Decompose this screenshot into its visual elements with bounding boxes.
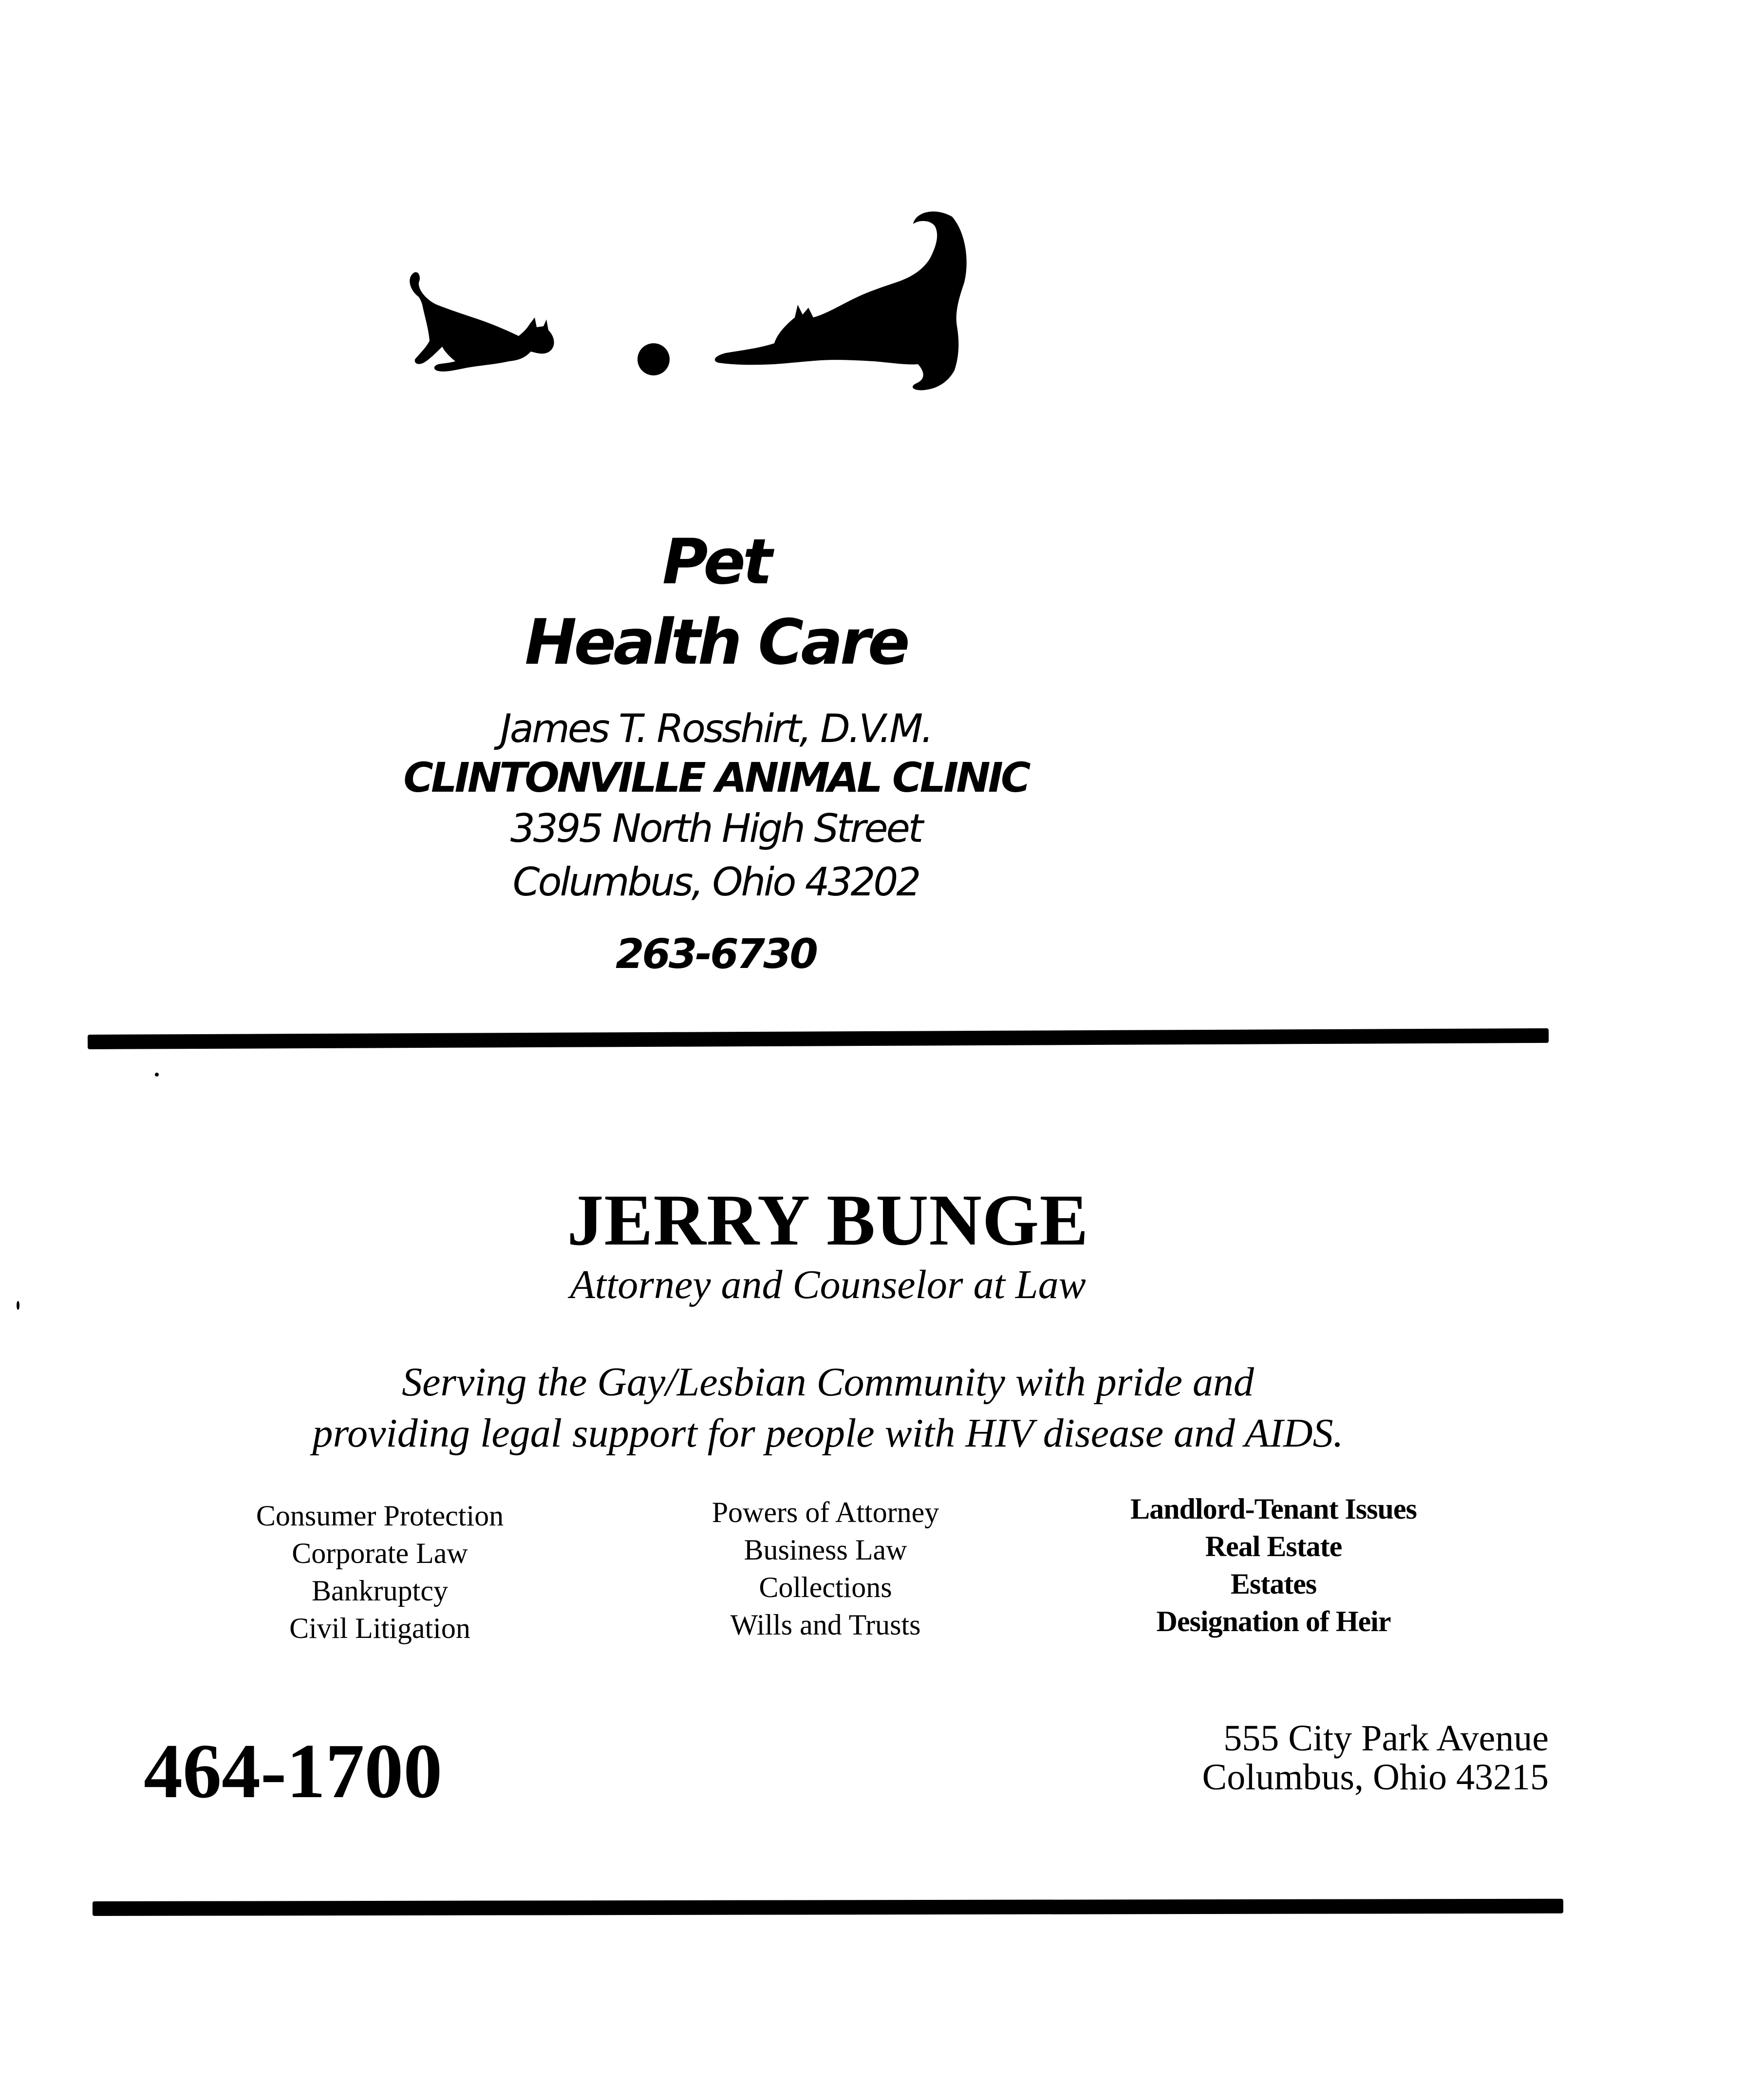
pet-ad-title-line2: Health Care xyxy=(525,606,907,679)
service-item: Corporate Law xyxy=(292,1537,468,1569)
divider-rule xyxy=(88,1028,1549,1049)
dog-silhouette-icon xyxy=(715,211,967,390)
law-ad-name: JERRY BUNGE xyxy=(567,1180,1089,1261)
pet-ad-street: 3395 North High Street xyxy=(510,806,922,851)
service-item: Business Law xyxy=(744,1534,907,1566)
law-ad-tagline-line1: Serving the Gay/Lesbian Community with pride and xyxy=(402,1359,1254,1405)
law-ad-phone: 464-1700 xyxy=(144,1728,443,1814)
service-item: Real Estate xyxy=(1205,1530,1342,1562)
law-ad-address-line1: 555 City Park Avenue xyxy=(1223,1718,1549,1759)
cat-silhouette-icon xyxy=(410,272,554,372)
pet-ad-doctor: James T. Rosshirt, D.V.M. xyxy=(500,706,932,751)
service-item: Collections xyxy=(759,1571,892,1603)
law-ad-title: Attorney and Counselor at Law xyxy=(570,1262,1086,1307)
law-ad-tagline-line2: providing legal support for people with HIV disease and AIDS. xyxy=(312,1411,1344,1456)
law-ad-address-line2: Columbus, Ohio 43215 xyxy=(1202,1757,1549,1798)
pet-ad-clinic-name: CLINTONVILLE ANIMAL CLINIC xyxy=(403,754,1029,801)
service-item: Designation of Heir xyxy=(1156,1605,1391,1637)
service-item: Civil Litigation xyxy=(289,1612,470,1644)
divider-rule xyxy=(93,1899,1563,1916)
print-speck xyxy=(155,1073,159,1077)
service-item: Bankruptcy xyxy=(312,1575,448,1607)
pet-artwork xyxy=(399,204,1032,428)
pet-ad-city: Columbus, Ohio 43202 xyxy=(512,859,919,905)
service-item: Powers of Attorney xyxy=(712,1496,939,1528)
services-column xyxy=(1054,1490,1493,1640)
services-column xyxy=(161,1497,599,1647)
service-item: Wills and Trusts xyxy=(730,1609,921,1641)
pet-ad-phone: 263-6730 xyxy=(616,930,816,978)
service-item: Landlord-Tenant Issues xyxy=(1130,1493,1417,1525)
ball-icon xyxy=(637,343,670,375)
pet-ad-title-line1: Pet xyxy=(662,526,770,598)
print-speck xyxy=(17,1301,19,1310)
service-item: Estates xyxy=(1230,1568,1317,1600)
services-column xyxy=(606,1494,1045,1644)
service-item: Consumer Protection xyxy=(256,1500,504,1532)
law-ad-address xyxy=(1110,1719,1549,1797)
